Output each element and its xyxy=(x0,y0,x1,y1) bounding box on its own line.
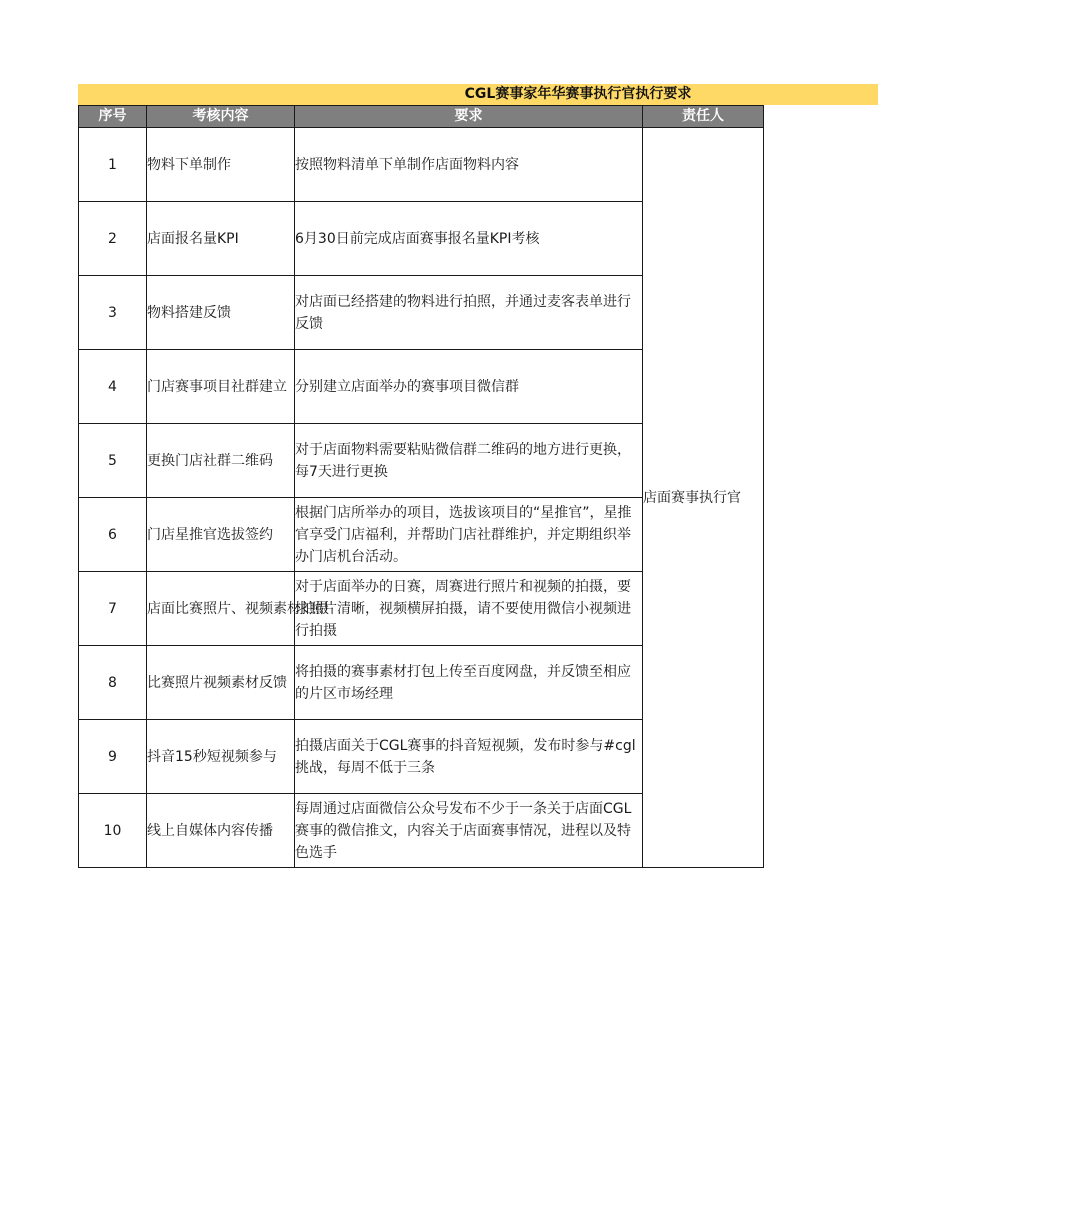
row-number: 5 xyxy=(79,424,147,498)
row-number: 3 xyxy=(79,276,147,350)
row-requirement: 将拍摄的赛事素材打包上传至百度网盘，并反馈至相应的片区市场经理 xyxy=(295,646,643,720)
title-bar xyxy=(78,84,878,105)
row-number: 6 xyxy=(79,498,147,572)
row-number: 9 xyxy=(79,720,147,794)
row-number: 4 xyxy=(79,350,147,424)
row-item: 抖音15秒短视频参与 xyxy=(147,720,295,794)
header-owner: 责任人 xyxy=(643,106,764,128)
row-number: 1 xyxy=(79,128,147,202)
row-requirement: 对店面已经搭建的物料进行拍照，并通过麦客表单进行反馈 xyxy=(295,276,643,350)
row-item: 门店星推官选拔签约 xyxy=(147,498,295,572)
row-requirement: 按照物料清单下单制作店面物料内容 xyxy=(295,128,643,202)
row-requirement: 拍摄店面关于CGL赛事的抖音短视频，发布时参与#cgl挑战，每周不低于三条 xyxy=(295,720,643,794)
row-requirement: 分别建立店面举办的赛事项目微信群 xyxy=(295,350,643,424)
row-item: 更换门店社群二维码 xyxy=(147,424,295,498)
row-number: 10 xyxy=(79,794,147,868)
row-requirement: 每周通过店面微信公众号发布不少于一条关于店面CGL赛事的微信推文，内容关于店面赛事情况，进程以及特色选手 xyxy=(295,794,643,868)
header-item: 考核内容 xyxy=(147,106,295,128)
row-requirement: 根据门店所举办的项目，选拔该项目的“星推官”，星推官享受门店福利，并帮助门店社群维护，并定期组织举办门店机台活动。 xyxy=(295,498,643,572)
row-requirement: 6月30日前完成店面赛事报名量KPI考核 xyxy=(295,202,643,276)
table-row xyxy=(79,128,764,202)
row-number: 8 xyxy=(79,646,147,720)
row-item: 店面比赛照片、视频素材拍摄 xyxy=(147,572,295,646)
row-item: 物料搭建反馈 xyxy=(147,276,295,350)
row-number: 7 xyxy=(79,572,147,646)
header-no: 序号 xyxy=(79,106,147,128)
row-item: 店面报名量KPI xyxy=(147,202,295,276)
sheet-title: CGL赛事家年华赛事执行官执行要求 xyxy=(464,86,692,102)
owner-cell: 店面赛事执行官 xyxy=(643,128,764,868)
row-item: 线上自媒体内容传播 xyxy=(147,794,295,868)
row-item: 门店赛事项目社群建立 xyxy=(147,350,295,424)
requirements-table xyxy=(78,105,764,868)
row-requirement: 对于店面物料需要粘贴微信群二维码的地方进行更换，每7天进行更换 xyxy=(295,424,643,498)
row-number: 2 xyxy=(79,202,147,276)
row-item: 物料下单制作 xyxy=(147,128,295,202)
row-item: 比赛照片视频素材反馈 xyxy=(147,646,295,720)
header-requirement: 要求 xyxy=(295,106,643,128)
row-requirement: 对于店面举办的日赛，周赛进行照片和视频的拍摄，要求照片清晰，视频横屏拍摄，请不要使用微信小视频进行拍摄 xyxy=(295,572,643,646)
header-row xyxy=(79,106,764,128)
